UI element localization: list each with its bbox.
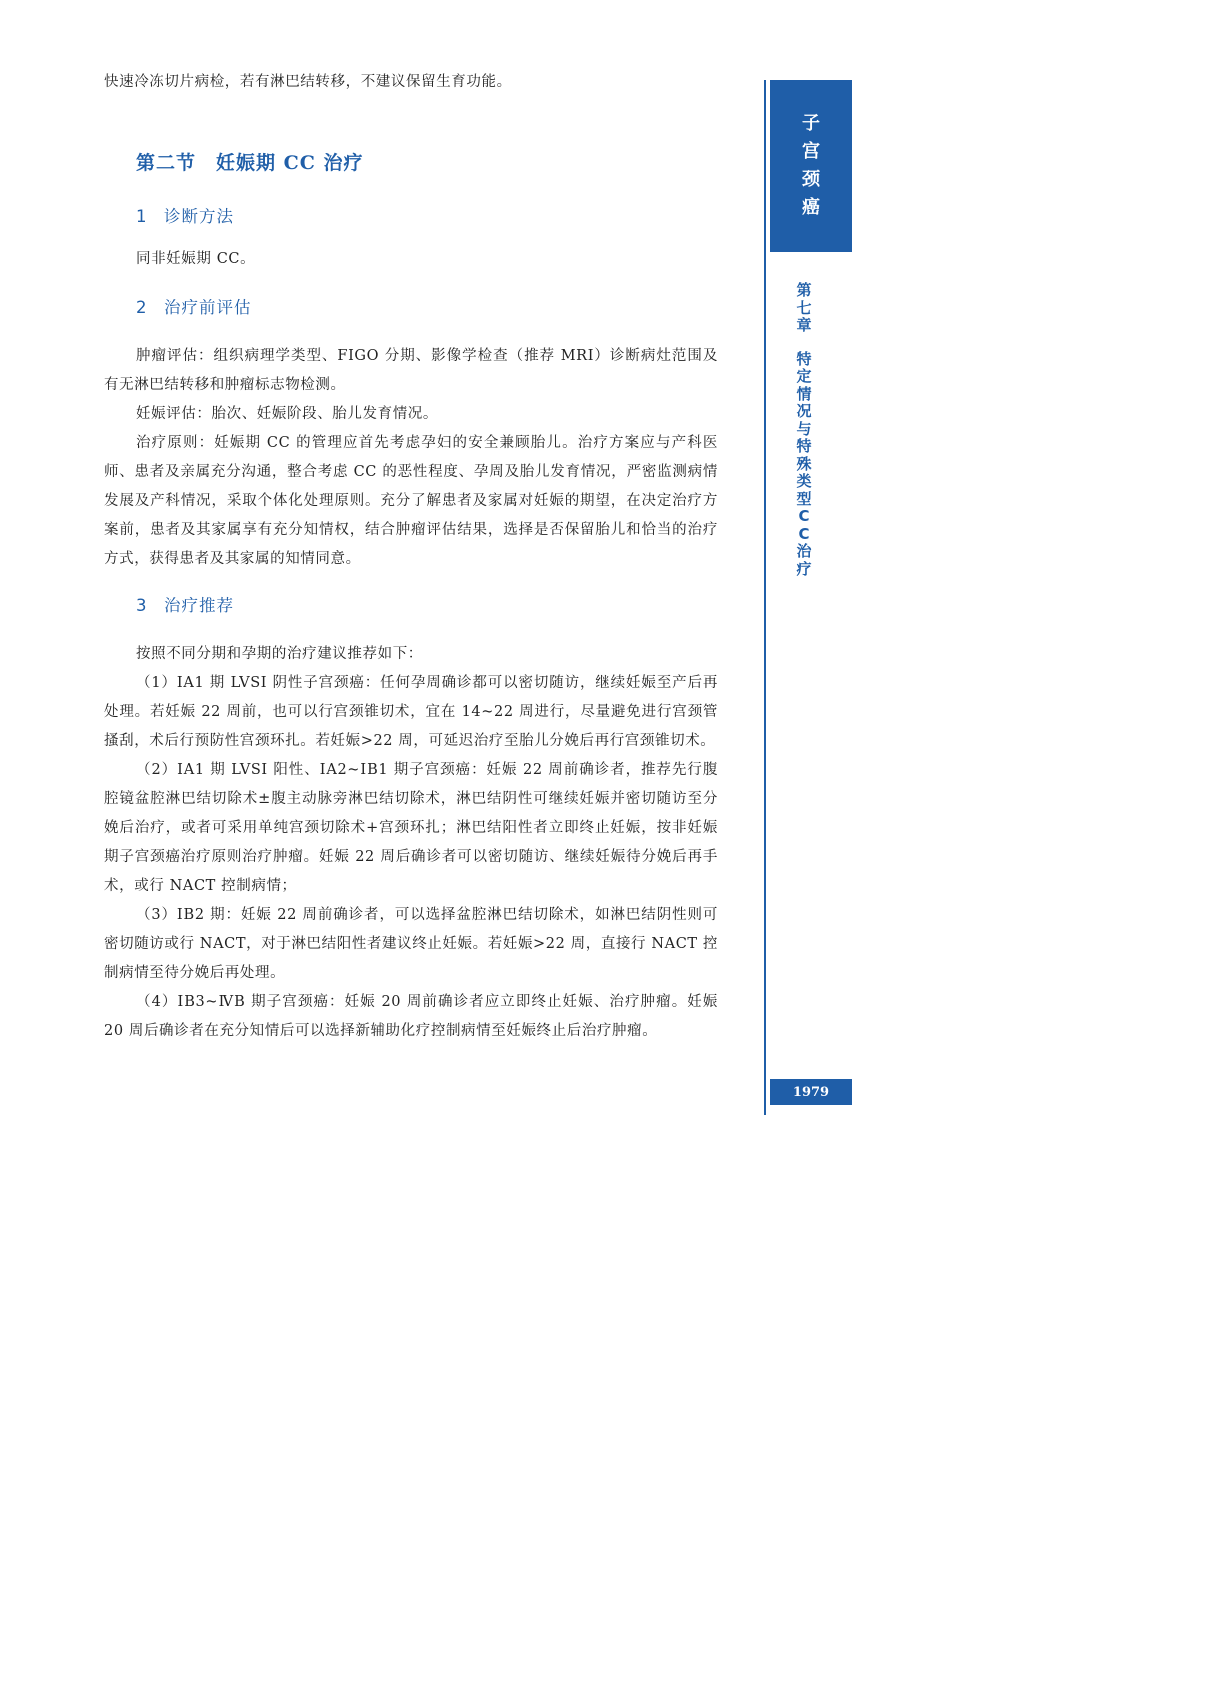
- main-content: [104, 72, 718, 1046]
- chapter-char: 与: [796, 419, 812, 438]
- paragraph: （4）ⅠB3~ⅣB 期子宫颈癌：妊娠 20 周前确诊者应立即终止妊娠、治疗肿瘤。妊娠 20 周后确诊者在充分知情后可以选择新辅助化疗控制病情至妊娠终止后治疗肿瘤。: [104, 994, 718, 1039]
- paragraph: 治疗原则：妊娠期 CC 的管理应首先考虑孕妇的安全兼顾胎儿。治疗方案应与产科医师、患者及亲属充分沟通，整合考虑 CC 的恶性程度、孕周及胎儿发育情况，严密监测病情发展及产科情况，采取个体化处理原则。充分了解患者及家属对妊娠的期望，在决定治疗方案前，患者及其家属享有充分知情权，结合肿瘤评估结果，选择是否保留胎儿和恰当的治疗方式，获得患者及其家属的知情同意。: [104, 435, 718, 567]
- chapter-label: [792, 282, 816, 578]
- chapter-tab: [770, 80, 852, 252]
- chapter-char: 类: [796, 472, 812, 490]
- chapter-char: 特: [796, 349, 812, 368]
- chapter-char: 特: [796, 437, 812, 455]
- chapter-char: 七: [796, 298, 812, 317]
- page-number: 1979: [770, 1079, 852, 1105]
- chapter-char: 殊: [796, 454, 812, 473]
- tab-char: 颈: [802, 169, 820, 190]
- subsection-number: 1: [136, 207, 148, 226]
- chapter-char: C: [798, 507, 810, 525]
- chapter-char: 情: [796, 384, 812, 403]
- subsection-heading-3: [136, 592, 718, 616]
- tab-char: 子: [802, 113, 820, 134]
- chapter-char: C: [798, 524, 810, 543]
- paragraph: （1）ⅠA1 期 LVSI 阴性子宫颈癌：任何孕周确诊都可以密切随访，继续妊娠至产后再处理。若妊娠 22 周前，也可以行宫颈锥切术，宜在 14~22 周进行，尽量避免进行宫颈管搔刮，术后行预防性宫颈环扎。若妊娠>22 周，可延迟治疗至胎儿分娩后再行宫颈锥切术。: [104, 675, 718, 749]
- chapter-char: 治: [796, 542, 812, 560]
- paragraph: 同非妊娠期 CC。: [136, 251, 256, 267]
- tab-char: 癌: [802, 197, 820, 218]
- paragraph: （3）ⅠB2 期：妊娠 22 周前确诊者，可以选择盆腔淋巴结切除术，如淋巴结阴性则可密切随访或行 NACT，对于淋巴结阳性者建议终止妊娠。若妊娠>22 周，直接行 NACT 控制病情至待分娩后再处理。: [104, 907, 718, 981]
- subsection-title: 治疗推荐: [164, 596, 234, 615]
- tab-char: 宫: [802, 141, 820, 162]
- subsection-title: 治疗前评估: [164, 298, 252, 317]
- chapter-char: 型: [796, 489, 812, 508]
- paragraph: 妊娠评估：胎次、妊娠阶段、胎儿发育情况。: [136, 406, 438, 422]
- paragraph: （2）ⅠA1 期 LVSI 阳性、ⅠA2~ⅠB1 期子宫颈癌：妊娠 22 周前确诊者，推荐先行腹腔镜盆腔淋巴结切除术±腹主动脉旁淋巴结切除术，淋巴结阴性可继续妊娠并密切随访至分娩后治疗，或者可采用单纯宫颈切除术+宫颈环扎；淋巴结阳性者立即终止妊娠，按非妊娠期子宫颈癌治疗原则治疗肿瘤。妊娠 22 周后确诊者可以密切随访、继续妊娠待分娩后再手术，或行 NACT 控制病情；: [104, 762, 718, 894]
- chapter-char: 第: [796, 281, 812, 299]
- margin-rule: [764, 80, 766, 1115]
- chapter-char: 况: [796, 402, 812, 420]
- subsection-number: 2: [136, 298, 148, 317]
- subsection-number: 3: [136, 596, 148, 615]
- subsection-heading-1: [136, 203, 718, 227]
- subsection-title: 诊断方法: [164, 207, 234, 226]
- paragraph: 按照不同分期和孕期的治疗建议推荐如下：: [136, 646, 423, 662]
- chapter-char: 章: [796, 316, 812, 334]
- chapter-char: 疗: [796, 559, 812, 578]
- paragraph: 肿瘤评估：组织病理学类型、FIGO 分期、影像学检查（推荐 MRI）诊断病灶范围及有无淋巴结转移和肿瘤标志物检测。: [104, 348, 718, 393]
- lead-line: 快速冷冻切片病检，若有淋巴结转移，不建议保留生育功能。: [104, 74, 512, 90]
- section-title: 第二节 妊娠期 CC 治疗: [136, 152, 364, 174]
- chapter-char: 定: [796, 367, 812, 385]
- subsection-heading-2: [136, 294, 718, 318]
